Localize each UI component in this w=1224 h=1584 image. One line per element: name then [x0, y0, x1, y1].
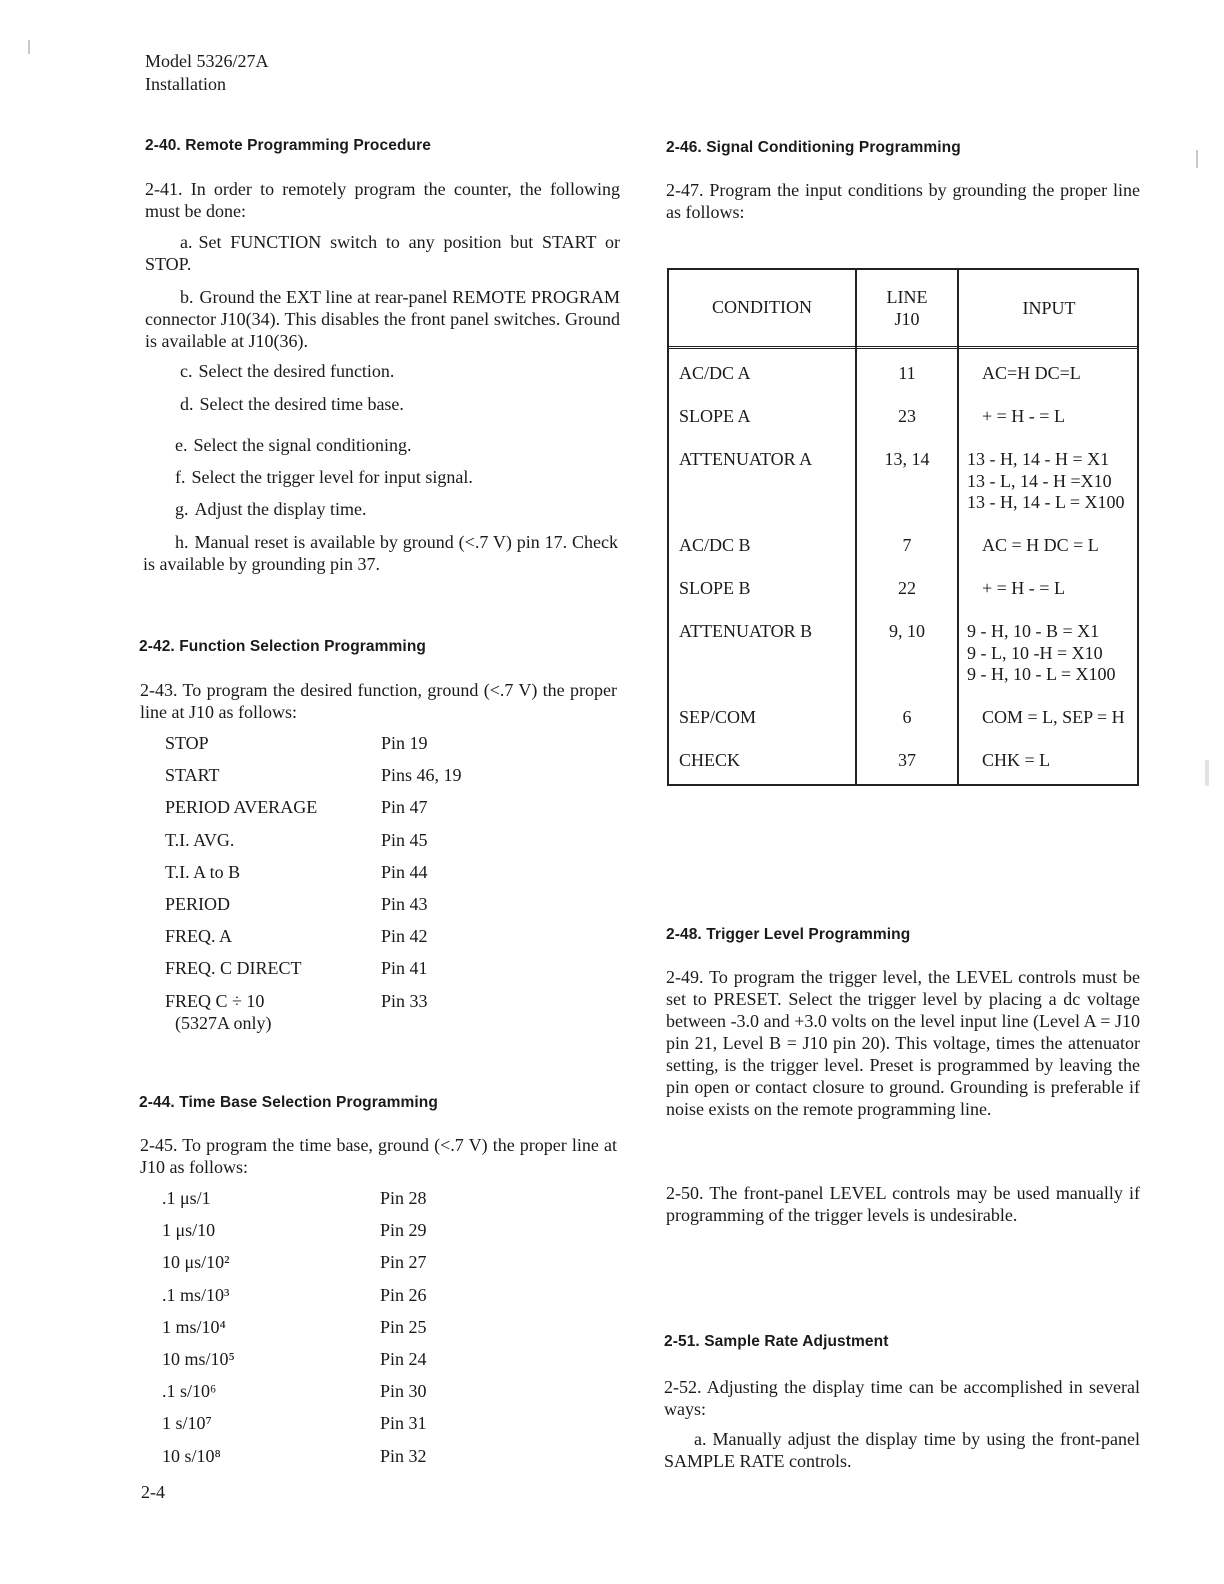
table-cell-condition: SLOPE A [679, 406, 751, 426]
table-cell-line: 13, 14 [884, 449, 930, 469]
heading-2-42: 2-42. Function Selection Programming [139, 638, 426, 655]
heading-2-44: 2-44. Time Base Selection Programming [139, 1094, 438, 1111]
header-line [857, 286, 957, 330]
timebase-name: .1 s/10⁶ [162, 1381, 217, 1402]
table-cell-line: 23 [898, 406, 916, 426]
pin-number: Pin 31 [380, 1413, 427, 1434]
list-item-label: f. [175, 467, 186, 487]
model-label: Model 5326/27A [145, 51, 269, 71]
table-cell-condition: AC/DC B [679, 535, 751, 555]
pin-list-row [162, 1284, 482, 1306]
header-condition: CONDITION [712, 297, 812, 317]
table-cell-line: 6 [902, 707, 912, 727]
function-name: PERIOD [165, 894, 231, 914]
table-cell-condition: ATTENUATOR A [679, 449, 813, 469]
pin-list-row [162, 1251, 482, 1273]
list-item [175, 498, 620, 520]
timebase-name: .1 ms/10³ [162, 1284, 230, 1305]
function-name: PERIOD AVERAGE [165, 797, 318, 818]
heading-2-48: 2-48. Trigger Level Programming [666, 926, 911, 943]
list-item-text: Select the desired time base. [199, 394, 404, 414]
pin-number: Pin 24 [380, 1349, 427, 1369]
list-item-text: Select the desired function. [198, 361, 395, 381]
list-item-label: d. [180, 394, 194, 414]
pin-number: Pin 47 [381, 797, 428, 818]
timebase-name: 1 μs/10 [162, 1220, 216, 1241]
table-cell-line: 37 [898, 750, 916, 770]
pin-list-row [162, 1445, 482, 1467]
paragraph-2-47: 2-47. Program the input conditions by grounding the proper line as follows: [666, 180, 1140, 222]
table-cell-line: 7 [902, 535, 912, 555]
function-name: FREQ. A [165, 926, 233, 947]
function-name: T.I. AVG. [165, 829, 235, 850]
list-item-text: Manually adjust the display time by using the front-panel SAMPLE RATE controls. [664, 1429, 1140, 1471]
table-cell-input: AC = H DC = L [982, 535, 1099, 555]
timebase-name: 10 s/10⁸ [162, 1445, 221, 1466]
pin-number: Pin 33 [381, 990, 428, 1011]
table-cell-condition: SLOPE B [679, 578, 751, 598]
table-cell-input: 9 - H, 10 - B = X1 [967, 621, 1100, 641]
function-note: (5327A only) [175, 1012, 272, 1033]
list-item-text: Adjust the display time. [194, 499, 367, 519]
pin-list-row [165, 990, 485, 1034]
paragraph-2-45: 2-45. To program the time base, ground (<.7 V) the proper line at J10 as follows: [140, 1135, 617, 1177]
heading-2-51: 2-51. Sample Rate Adjustment [664, 1333, 889, 1350]
table-cell-input: 9 - L, 10 -H = X10 [967, 642, 1103, 663]
function-name: FREQ C ÷ 10 [165, 990, 265, 1011]
list-item-label: b. [180, 287, 194, 307]
scan-speck [1205, 760, 1209, 786]
paragraph-2-43: 2-43. To program the desired function, ground (<.7 V) the proper line at J10 as follows: [140, 680, 617, 722]
header-input: INPUT [1022, 298, 1076, 318]
timebase-name: .1 μs/1 [162, 1188, 211, 1208]
list-item [175, 466, 620, 488]
pin-number: Pin 26 [380, 1284, 427, 1305]
pin-number: Pin 28 [380, 1188, 427, 1208]
list-item-label: h. [175, 532, 189, 552]
table-cell-input: CHK = L [982, 750, 1051, 770]
timebase-name: 10 ms/10⁵ [162, 1349, 235, 1369]
pin-number: Pin 27 [380, 1252, 427, 1273]
function-name: STOP [165, 733, 209, 753]
table-cell-input: 13 - L, 14 - H =X10 [967, 470, 1112, 491]
pin-list-row [162, 1380, 482, 1402]
signal-conditioning-table [667, 268, 1139, 786]
table-cell-input: AC=H DC=L [982, 363, 1081, 383]
timebase-name: 10 μs/10² [162, 1252, 230, 1273]
pin-list-row [162, 1348, 482, 1370]
pin-number: Pin 25 [380, 1316, 427, 1337]
section-label: Installation [145, 74, 226, 94]
table-cell-line: 9, 10 [889, 621, 925, 641]
pin-list-row [162, 1187, 482, 1209]
heading-2-40: 2-40. Remote Programming Procedure [145, 137, 431, 154]
list-item-label: a. [180, 232, 193, 252]
list-item-label: c. [180, 361, 193, 381]
list-item-text: Manual reset is available by ground (<.7 V) pin 17. Check is available by grounding pin 37. [143, 532, 618, 574]
pin-number: Pin 42 [381, 926, 428, 947]
table-cell-input: + = H - = L [982, 578, 1065, 598]
paragraph-2-41: 2-41. In order to remotely program the counter, the following must be done: [145, 179, 620, 221]
paragraph-2-52: 2-52. Adjusting the display time can be accomplished in several ways: [664, 1377, 1140, 1419]
page-number: 2-4 [141, 1482, 165, 1502]
paragraph-2-49: 2-49. To program the trigger level, the LEVEL controls must be set to PRESET. Select the trigger level by placing a dc voltage between -3.0 and +3.0 volts on the level input line (Level A = J10 pin 21, Level B = J10 pin 20). This voltage, times the attenuator setting, is the trigger level. Preset is programmed by leaving the pin open or contact closure to ground. Grounding is preferable if noise exists on the remote programming line. [666, 967, 1140, 1119]
table-cell-condition: ATTENUATOR B [679, 621, 813, 641]
table-cell-condition: CHECK [679, 750, 741, 770]
page-header [145, 50, 269, 96]
list-item-text: Select the trigger level for input signal. [191, 467, 473, 487]
table-cell-input: 9 - H, 10 - L = X100 [967, 664, 1116, 684]
header-line-2: J10 [894, 309, 920, 329]
paragraph-2-50: 2-50. The front-panel LEVEL controls may be used manually if programming of the trigger levels is undesirable. [666, 1183, 1140, 1225]
function-name: START [165, 765, 220, 786]
pin-number: Pin 44 [381, 861, 428, 882]
function-name: FREQ. C DIRECT [165, 958, 302, 979]
list-item-text: Set FUNCTION switch to any position but START or STOP. [145, 232, 620, 274]
list-item [664, 1428, 1140, 1472]
list-item-text: Ground the EXT line at rear-panel REMOTE PROGRAM connector J10(34). This disables the front panel switches. Ground is available at J10(36). [145, 287, 620, 351]
pin-list-row [162, 1219, 482, 1241]
pin-number: Pin 29 [380, 1220, 427, 1241]
pin-list-row [162, 1316, 482, 1338]
table-cell-condition: AC/DC A [679, 363, 751, 383]
list-item [145, 231, 620, 275]
table-cell-condition: SEP/COM [679, 707, 757, 727]
list-item-label: e. [175, 435, 188, 455]
pin-number: Pin 43 [381, 894, 428, 914]
pin-number: Pins 46, 19 [381, 765, 462, 786]
list-item [143, 531, 618, 575]
list-item [180, 393, 620, 415]
pin-number: Pin 19 [381, 733, 428, 753]
pin-number: Pin 45 [381, 829, 428, 850]
pin-number: Pin 30 [380, 1381, 427, 1402]
table-cell-input: COM = L, SEP = H [982, 707, 1125, 727]
list-item-label: a. [694, 1429, 707, 1449]
table-cell-input: 13 - H, 14 - H = X1 [967, 449, 1110, 469]
table-cell-input: 13 - H, 14 - L = X100 [967, 492, 1125, 512]
scan-speck [1196, 150, 1198, 168]
timebase-name: 1 s/10⁷ [162, 1413, 212, 1434]
timebase-name: 1 ms/10⁴ [162, 1316, 226, 1337]
pin-number: Pin 32 [380, 1445, 427, 1466]
table-cell-line: 11 [898, 363, 916, 383]
heading-2-46: 2-46. Signal Conditioning Programming [666, 139, 961, 156]
table-cell-input: + = H - = L [982, 406, 1065, 426]
list-item [175, 434, 620, 456]
header-line-1: LINE [886, 287, 928, 307]
pin-list-row [162, 1412, 482, 1434]
function-name: T.I. A to B [165, 861, 241, 882]
header-divider [669, 346, 1137, 349]
list-item-text: Select the signal conditioning. [193, 435, 412, 455]
list-item [180, 360, 620, 382]
list-item-label: g. [175, 499, 189, 519]
pin-number: Pin 41 [381, 958, 428, 979]
list-item [145, 286, 620, 352]
scan-speck [28, 40, 30, 54]
table-cell-line: 22 [898, 578, 916, 598]
